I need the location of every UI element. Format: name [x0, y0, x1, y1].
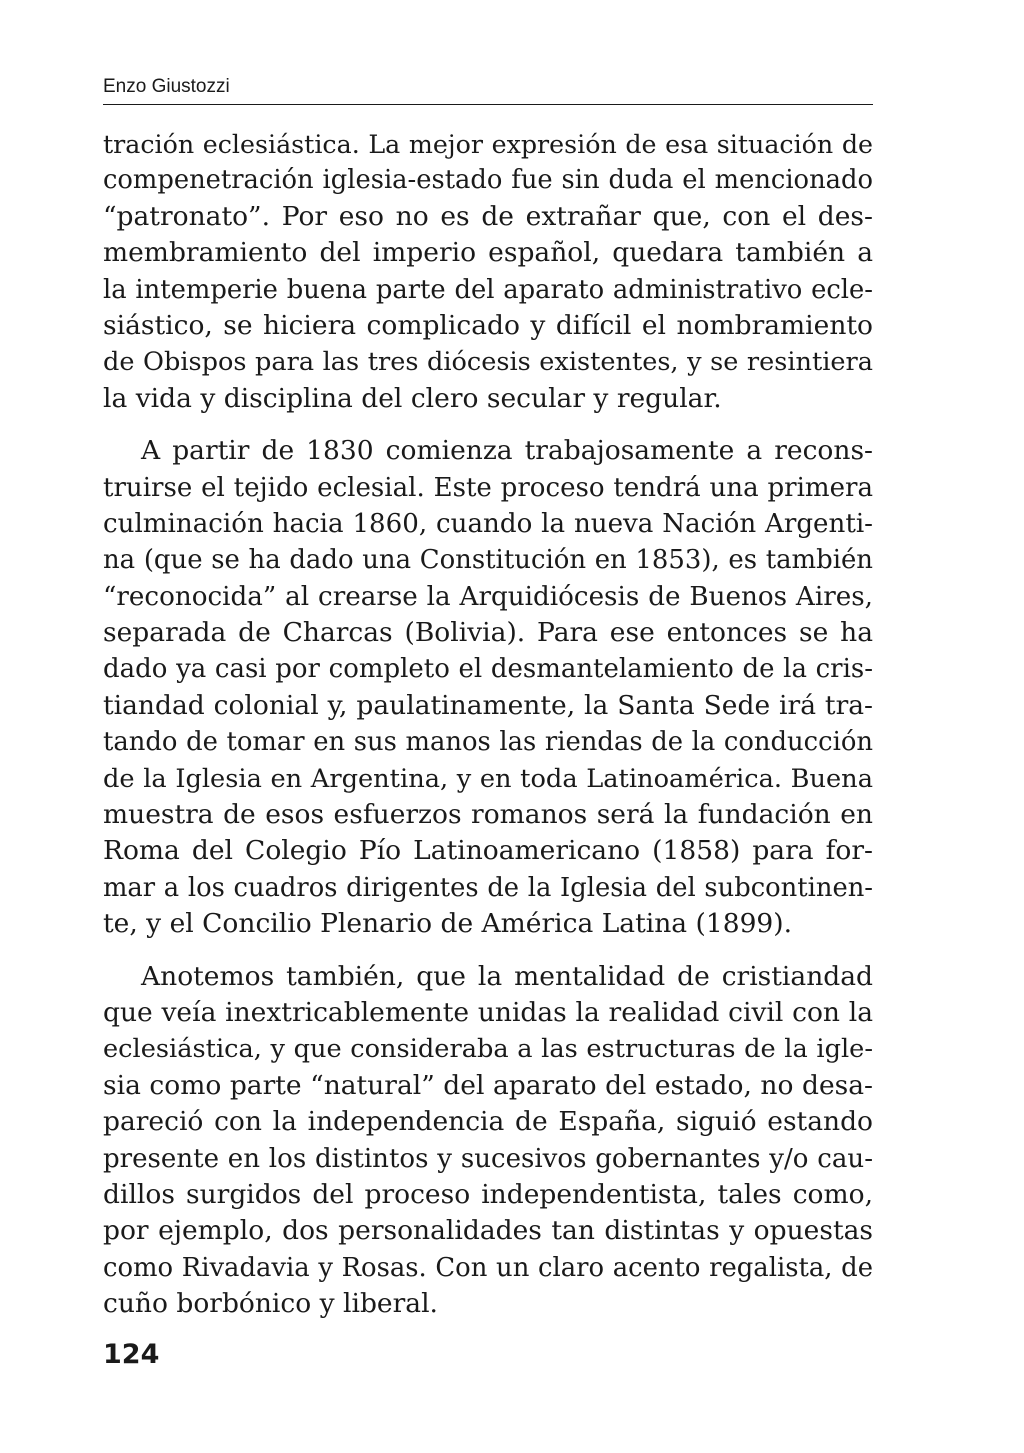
text-line: mar a los cuadros dirigentes de la Iglesia del subcontinen-	[103, 872, 873, 903]
text-line: la vida y disciplina del clero secular y regular.	[103, 382, 722, 414]
text-line: na (que se ha dado una Constitución en 1853), es también	[103, 545, 873, 576]
text-line: dado ya casi por completo el desmantelamiento de la cris-	[103, 654, 873, 685]
text-line: compenetración iglesia-estado fue sin duda el mencionado	[103, 165, 873, 196]
text-line: pareció con la independencia de España, siguió estando	[103, 1106, 873, 1138]
paragraph-gap	[103, 943, 873, 959]
text-line: como Rivadavia y Rosas. Con un claro acento regalista, de	[103, 1252, 873, 1283]
paragraph-2	[103, 433, 873, 942]
text-line: por ejemplo, dos personalidades tan distintas y opuestas	[103, 1215, 873, 1247]
text-line: de la Iglesia en Argentina, y en toda Latinoamérica. Buena	[103, 763, 873, 794]
paragraph-3	[103, 959, 873, 1323]
page-number: 124	[103, 1339, 160, 1370]
text-line: separada de Charcas (Bolivia). Para ese entonces se ha	[103, 617, 873, 649]
text-line: de Obispos para las tres diócesis existentes, y se resintiera	[103, 347, 873, 378]
text-line: te, y el Concilio Plenario de América Latina (1899).	[103, 908, 793, 940]
text-line: muestra de esos esfuerzos romanos será la fundación en	[103, 799, 873, 831]
text-line: culminación hacia 1860, cuando la nueva Nación Argenti-	[103, 508, 873, 539]
text-line: tración eclesiástica. La mejor expresión de esa situación de	[103, 129, 873, 159]
text-line: A partir de 1830 comienza trabajosamente a recons-	[141, 435, 873, 467]
text-line: “patronato”. Por eso no es de extrañar que, con el des-	[103, 200, 873, 232]
text-line: dillos surgidos del proceso independentista, tales como,	[103, 1178, 873, 1210]
text-line: tiandad colonial y, paulatinamente, la Santa Sede irá tra-	[103, 689, 873, 721]
paragraph-1	[103, 126, 873, 417]
text-line: la intemperie buena parte del aparato administrativo ecle-	[103, 274, 873, 305]
text-line: membramiento del imperio español, quedara también a	[103, 237, 873, 269]
text-line: sia como parte “natural” del aparato del estado, no desa-	[103, 1069, 873, 1101]
text-line: truirse el tejido eclesial. Este proceso tendrá una primera	[103, 472, 873, 503]
text-line: tando de tomar en sus manos las riendas de la conducción	[103, 727, 873, 758]
body-text	[103, 126, 873, 1323]
text-line: que veía inextricablemente unidas la realidad civil con la	[103, 996, 873, 1028]
text-line: cuño borbónico y liberal.	[103, 1288, 438, 1320]
text-line: Roma del Colegio Pío Latinoamericano (1858) para for-	[103, 835, 873, 867]
text-line: siástico, se hiciera complicado y difícil el nombramiento	[103, 309, 873, 341]
running-header-author: Enzo Giustozzi	[103, 74, 873, 105]
text-line: eclesiástica, y que consideraba a las estructuras de la igle-	[103, 1034, 873, 1065]
text-line: Anotemos también, que la mentalidad de cristiandad	[141, 960, 873, 992]
paragraph-gap	[103, 417, 873, 433]
text-line: “reconocida” al crearse la Arquidiócesis de Buenos Aires,	[103, 581, 873, 612]
text-line: presente en los distintos y sucesivos gobernantes y/o cau-	[103, 1143, 873, 1174]
